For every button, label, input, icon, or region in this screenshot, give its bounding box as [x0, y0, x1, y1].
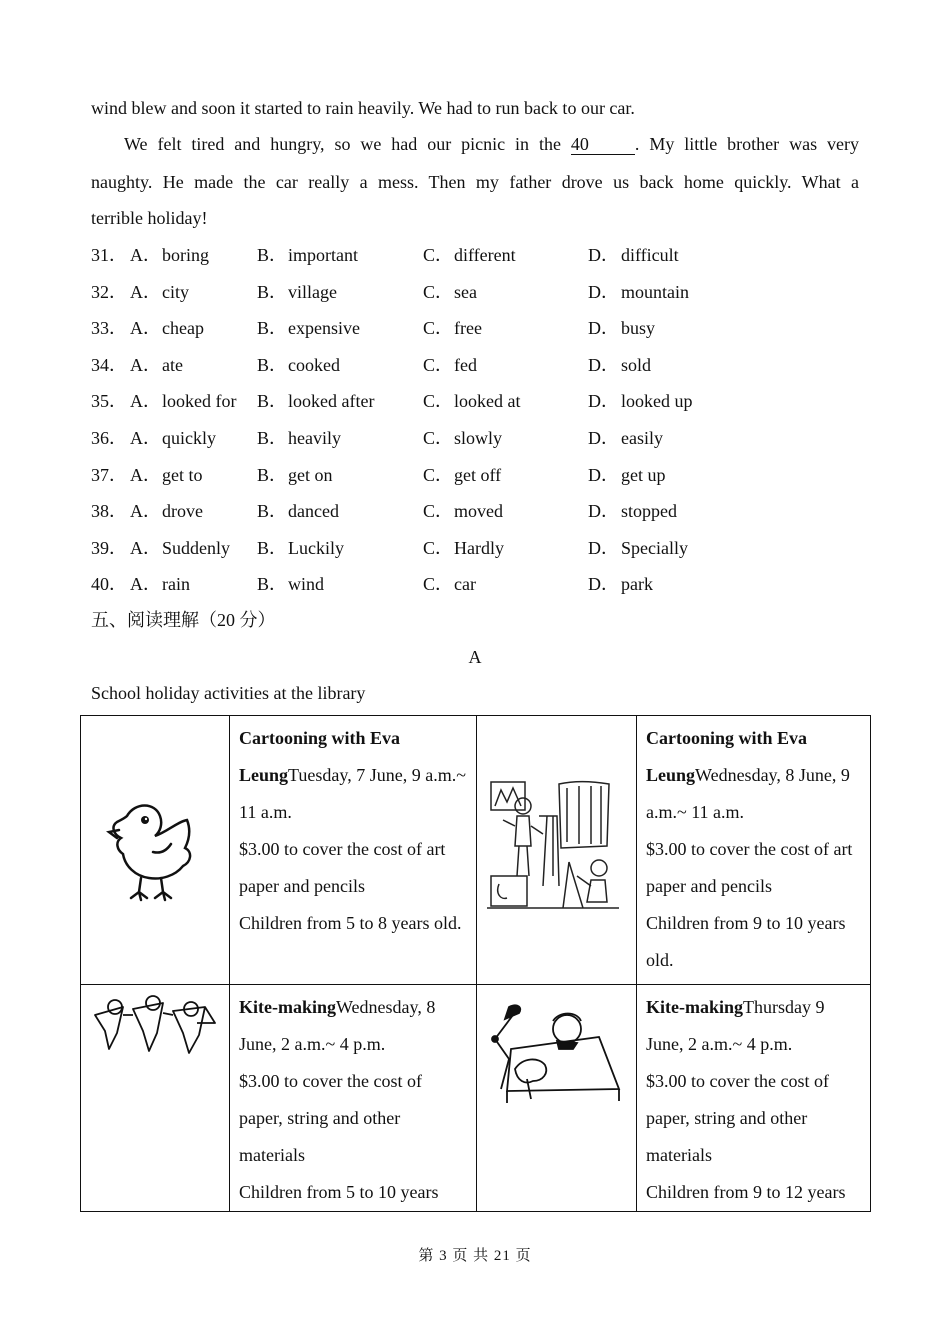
option-label: B． [257, 281, 288, 302]
activity-title: Cartooning with Eva Leung [646, 728, 808, 785]
option-text: fed [454, 354, 477, 375]
picture-cell [81, 985, 230, 1212]
option-text: difficult [621, 245, 679, 265]
passage-line-2 [124, 132, 859, 156]
activities-table [80, 715, 871, 1212]
question-row [91, 353, 851, 377]
option-text: free [454, 318, 482, 339]
activity-cell-2 [637, 716, 871, 985]
passage-text: We felt tired and hungry, so we had our picnic in the [124, 134, 561, 154]
question-row [91, 389, 851, 413]
activity-time: Wednesday, 8 June, 2 a.m.~ 4 p.m. [239, 997, 436, 1054]
option-label: B． [257, 354, 288, 375]
activity-title: Kite-making [239, 997, 336, 1017]
option-text: ate [162, 354, 183, 375]
option-label: A． [130, 281, 161, 302]
activity-ages: Children from 9 to 10 years old. [646, 913, 846, 970]
option-label: D． [588, 574, 619, 595]
option-text: busy [621, 318, 656, 339]
option-label: A． [130, 391, 161, 412]
option-label: B． [257, 245, 288, 265]
option-text: stopped [621, 501, 677, 522]
option-label: C． [423, 501, 454, 522]
option-label: D． [588, 354, 619, 375]
option-text: different [454, 245, 516, 265]
option-text: sea [454, 281, 477, 302]
picture-cell [81, 716, 230, 985]
activity-ages: Children from 5 to 10 years [239, 1182, 439, 1202]
activity-cost: $3.00 to cover the cost of art paper and pencils [239, 839, 446, 896]
option-text: car [454, 574, 476, 595]
question-row [91, 463, 851, 487]
question-number: 39． [91, 537, 127, 558]
option-label: D． [588, 537, 619, 558]
question-number: 34． [91, 354, 127, 375]
option-text: danced [288, 501, 339, 522]
option-text: looked up [621, 391, 693, 412]
activity-time: Tuesday, 7 June, 9 a.m.~ 11 a.m. [239, 765, 466, 822]
children-painting-drawing [487, 776, 619, 916]
option-text: Luckily [288, 537, 344, 558]
question-number: 33． [91, 318, 127, 339]
option-text: slowly [454, 428, 503, 448]
option-text: moved [454, 501, 503, 522]
option-label: B． [257, 464, 288, 485]
option-label: B． [257, 428, 288, 448]
picture-cell [477, 985, 637, 1212]
passage-line-1: wind blew and soon it started to rain heavily. We had to run back to our car. [91, 98, 635, 118]
option-text: Specially [621, 537, 688, 558]
option-text: mountain [621, 281, 689, 302]
option-label: A． [130, 245, 161, 265]
question-number: 32． [91, 281, 127, 302]
activity-time: Wednesday, 8 June, 9 a.m.~ 11 a.m. [646, 765, 850, 822]
option-text: looked after [288, 391, 375, 412]
question-row [91, 243, 851, 267]
option-text: expensive [288, 318, 360, 339]
option-label: C． [423, 391, 454, 412]
section-intro: School holiday activities at the library [91, 683, 366, 703]
kites-drawing [93, 993, 217, 1063]
option-text: wind [288, 574, 324, 595]
question-number: 36． [91, 428, 127, 448]
activity-cost: $3.00 to cover the cost of paper, string and other materials [646, 1071, 829, 1165]
option-text: drove [162, 501, 203, 522]
option-label: B． [257, 391, 288, 412]
option-label: C． [423, 428, 454, 448]
option-label: A． [130, 354, 161, 375]
question-number: 38． [91, 501, 127, 522]
activity-cost: $3.00 to cover the cost of paper, string and other materials [239, 1071, 422, 1165]
activity-title: Cartooning with Eva Leung [239, 728, 401, 785]
option-text: get up [621, 464, 666, 485]
section-heading: 五、阅读理解（20 分） [91, 610, 276, 630]
option-label: C． [423, 281, 454, 302]
option-text: important [288, 245, 358, 265]
passage-line-3: naughty. He made the car really a mess. Then my father drove us back home quickly. What a [91, 172, 859, 192]
option-label: D． [588, 501, 619, 522]
option-label: C． [423, 464, 454, 485]
question-row [91, 316, 851, 340]
option-label: A． [130, 318, 161, 339]
option-label: C． [423, 245, 454, 265]
question-row [91, 499, 851, 523]
option-label: D． [588, 318, 619, 339]
option-label: A． [130, 537, 161, 558]
activity-ages: Children from 5 to 8 years old. [239, 913, 462, 933]
question-number: 35． [91, 391, 127, 412]
option-text: easily [621, 428, 663, 448]
option-label: D． [588, 428, 619, 448]
activity-cell-1 [230, 716, 477, 985]
activity-time: Thursday 9 June, 2 a.m.~ 4 p.m. [646, 997, 825, 1054]
activity-ages: Children from 9 to 12 years [646, 1182, 846, 1202]
option-text: get off [454, 464, 502, 485]
option-label: D． [588, 281, 619, 302]
option-label: C． [423, 354, 454, 375]
child-drawing-at-desk [487, 999, 621, 1109]
option-label: A． [130, 501, 161, 522]
option-text: looked for [162, 391, 237, 412]
question-number: 40． [91, 574, 127, 595]
option-label: A． [130, 464, 161, 485]
option-text: park [621, 574, 653, 595]
question-row [91, 280, 851, 304]
option-text: cheap [162, 318, 204, 339]
chick-drawing [105, 796, 205, 906]
option-text: get on [288, 464, 333, 485]
option-text: Suddenly [162, 537, 231, 558]
option-text: looked at [454, 391, 521, 412]
option-text: heavily [288, 428, 341, 448]
blank-40: 40 [571, 134, 635, 155]
option-label: C． [423, 318, 454, 339]
option-label: B． [257, 318, 288, 339]
option-text: rain [162, 574, 190, 595]
passage-line-4: terrible holiday! [91, 208, 208, 228]
option-text: cooked [288, 354, 340, 375]
option-text: quickly [162, 428, 216, 448]
option-label: C． [423, 537, 454, 558]
passage-text: . My little brother was very [634, 134, 859, 154]
option-text: village [288, 281, 337, 302]
option-text: sold [621, 354, 652, 375]
option-text: Hardly [454, 537, 504, 558]
option-label: D． [588, 391, 619, 412]
activity-cell-4 [637, 985, 871, 1212]
option-label: B． [257, 574, 288, 595]
option-text: boring [162, 245, 209, 265]
option-text: city [162, 281, 189, 302]
option-text: get to [162, 464, 203, 485]
option-label: D． [588, 245, 619, 265]
option-label: A． [130, 574, 161, 595]
question-row [91, 536, 851, 560]
option-label: C． [423, 574, 454, 595]
activity-cell-3 [230, 985, 477, 1212]
question-number: 31． [91, 245, 127, 265]
option-label: A． [130, 428, 161, 448]
question-row [91, 426, 851, 450]
page-footer: 第 3 页 共 21 页 [418, 1248, 532, 1264]
option-label: B． [257, 537, 288, 558]
activity-cost: $3.00 to cover the cost of art paper and pencils [646, 839, 853, 896]
question-number: 37． [91, 464, 127, 485]
part-label: A [468, 647, 482, 667]
option-label: B． [257, 501, 288, 522]
question-row [91, 572, 851, 596]
option-label: D． [588, 464, 619, 485]
activity-title: Kite-making [646, 997, 743, 1017]
picture-cell [477, 716, 637, 985]
